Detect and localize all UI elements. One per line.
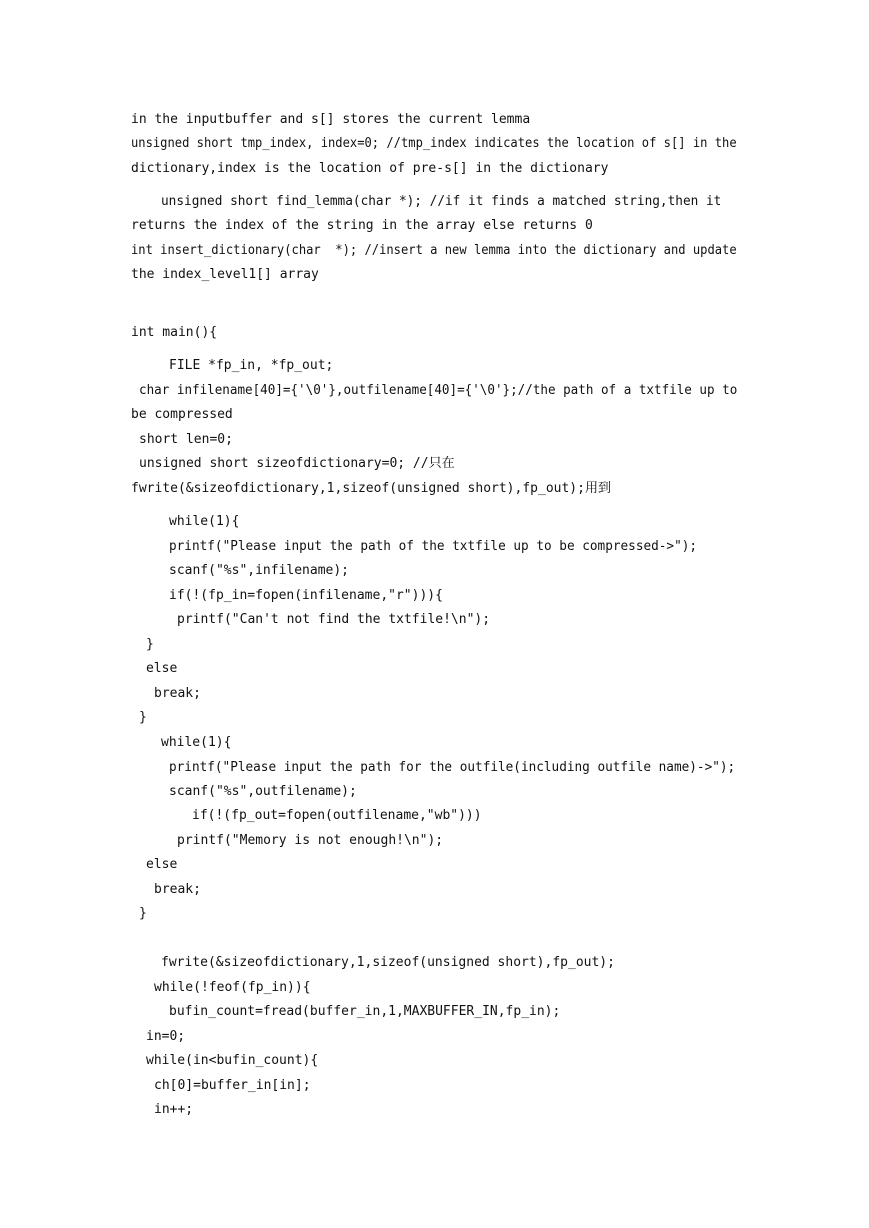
code-line: while(1){ [169, 514, 240, 529]
code-line: while(in<bufin_count){ [146, 1053, 319, 1068]
code-line: fwrite(&sizeofdictionary,1,sizeof(unsigned short),fp_out);用到 [131, 481, 611, 496]
code-line: ch[0]=buffer_in[in]; [154, 1078, 311, 1093]
code-line: fwrite(&sizeofdictionary,1,sizeof(unsigned short),fp_out); [161, 955, 615, 970]
code-line: else [146, 857, 178, 872]
code-line: printf("Please input the path for the outfile(including outfile name)->"); [169, 760, 736, 775]
code-line: unsigned short sizeofdictionary=0; //只在 [139, 456, 455, 471]
code-line: int insert_dictionary(char *); //insert a new lemma into the dictionary and update [131, 243, 737, 258]
code-line: char infilename[40]={'\0'},outfilename[40]={'\0'};//the path of a txtfile up to [139, 383, 738, 398]
code-line: } [139, 906, 147, 921]
code-line: the index_level1[] array [131, 267, 319, 282]
code-line: while(1){ [161, 735, 232, 750]
code-line: dictionary,index is the location of pre-s[] in the dictionary [131, 161, 609, 176]
code-line: if(!(fp_out=fopen(outfilename,"wb"))) [192, 808, 482, 823]
code-line: in=0; [146, 1029, 186, 1044]
code-line: in++; [154, 1102, 194, 1117]
code-line: while(!feof(fp_in)){ [154, 980, 311, 995]
code-line: } [139, 710, 147, 725]
code-line: if(!(fp_in=fopen(infilename,"r"))){ [169, 588, 443, 603]
code-line: printf("Can't not find the txtfile!\n"); [177, 612, 491, 627]
code-line: else [146, 661, 178, 676]
code-line: scanf("%s",infilename); [169, 563, 350, 578]
code-line: short len=0; [139, 432, 233, 447]
code-line: printf("Memory is not enough!\n"); [177, 833, 444, 848]
code-line: scanf("%s",outfilename); [169, 784, 357, 799]
code-line: bufin_count=fread(buffer_in,1,MAXBUFFER_IN,fp_in); [169, 1004, 561, 1019]
code-line: in the inputbuffer and s[] stores the current lemma [131, 112, 531, 127]
code-line: } [146, 637, 154, 652]
code-line: FILE *fp_in, *fp_out; [169, 358, 334, 373]
code-line: int main(){ [131, 325, 218, 340]
code-line: break; [154, 686, 201, 701]
code-line: be compressed [131, 407, 233, 422]
code-line: printf("Please input the path of the txtfile up to be compressed->"); [169, 539, 698, 554]
code-line: unsigned short tmp_index, index=0; //tmp_index indicates the location of s[] in the [131, 136, 737, 151]
code-line: unsigned short find_lemma(char *); //if it finds a matched string,then it [161, 194, 722, 209]
code-line: returns the index of the string in the array else returns 0 [131, 218, 593, 233]
code-line: break; [154, 882, 201, 897]
